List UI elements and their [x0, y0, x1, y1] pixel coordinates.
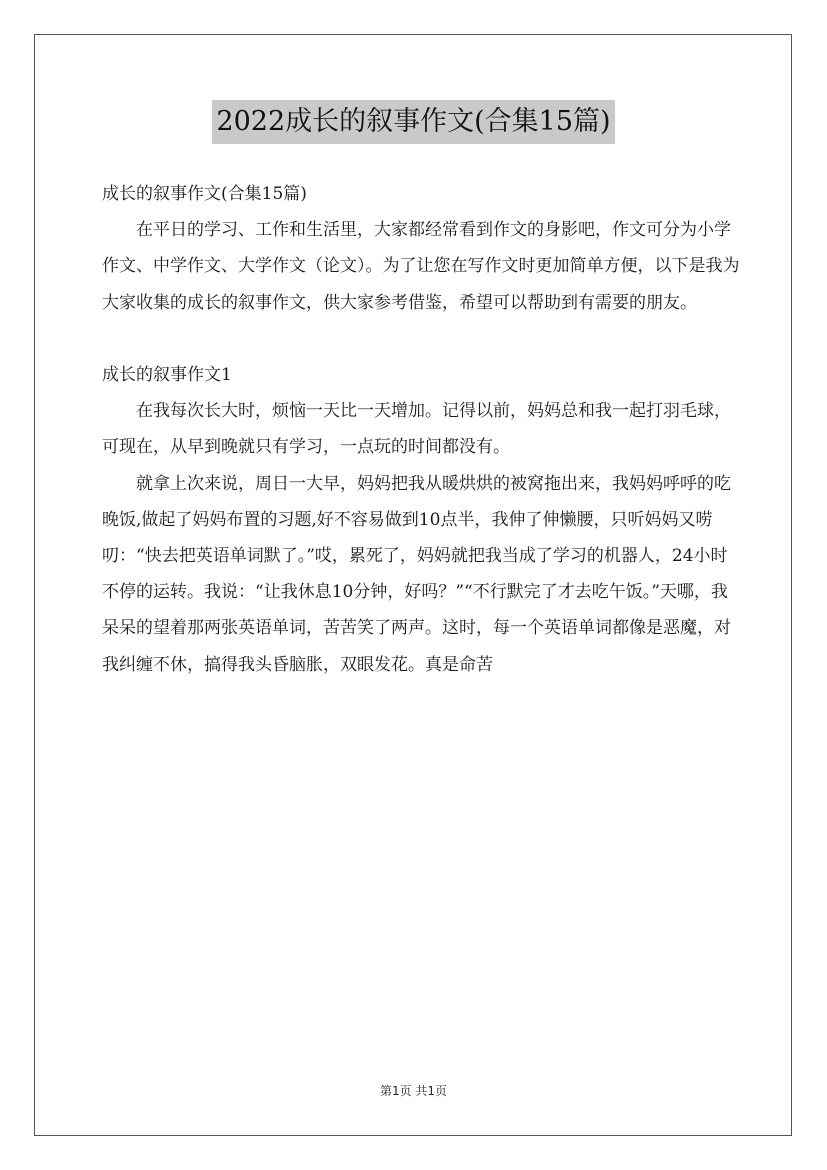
document-title: 2022成长的叙事作文(合集15篇) [212, 100, 614, 144]
document-subtitle: 成长的叙事作文(合集15篇) [102, 184, 307, 204]
intro-paragraph: 在平日的学习、工作和生活里，大家都经常看到作文的身影吧，作文可分为小学作文、中学作文、大学作文（论文）。为了让您在写作文时更加简单方便，以下是我为大家收集的成长的叙事作文，供大家参考借鉴，希望可以帮助到有需要的朋友。 [102, 220, 740, 313]
body-paragraph-1: 在我每次长大时，烦恼一天比一天增加。记得以前，妈妈总和我一起打羽毛球，可现在，从早到晚就只有学习，一点玩的时间都没有。 [102, 401, 731, 458]
section-heading: 成长的叙事作文1 [102, 365, 232, 385]
paragraph-spacer [102, 321, 742, 357]
document-body [102, 176, 742, 683]
page-footer: 第1页 共1页 [379, 1084, 448, 1098]
body-paragraph-2: 就拿上次来说，周日一大早，妈妈把我从暖烘烘的被窝拖出来，我妈妈呼呼的吃晚饭,做起了妈妈布置的习题,好不容易做到10点半，我伸了伸懒腰，只听妈妈又唠叨：“快去把英语单词默了。”哎，累死了，妈妈就把我当成了学习的机器人，24小时不停的运转。我说：“让我休息10分钟，好吗？”“不行默完了才去吃午饭。”天哪，我呆呆的望着那两张英语单词，苦苦笑了两声。这时，每一个英语单词都像是恶魔，对我纠缠不休，搞得我头昏脑胀，双眼发花。真是命苦 [102, 473, 731, 675]
title-container [0, 100, 827, 144]
